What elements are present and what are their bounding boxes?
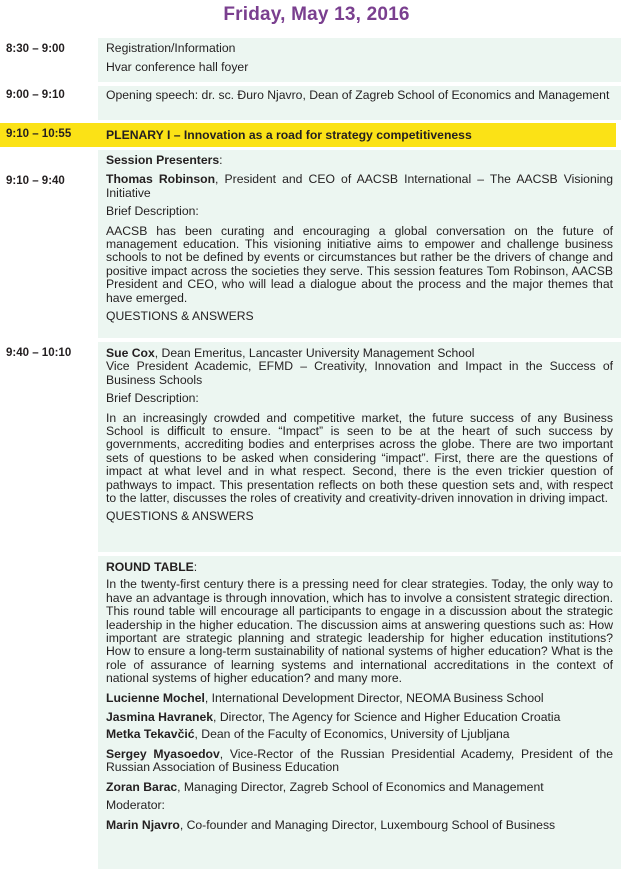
plenary-time: 9:10 – 10:55 — [6, 128, 72, 140]
plenary-title: PLENARY I – Innovation as a road for strategy competitiveness — [106, 128, 472, 142]
time-slot: 9:40 – 10:10 — [6, 347, 72, 359]
agenda-cell — [98, 38, 621, 82]
roundtable-heading: ROUND TABLE — [106, 560, 194, 574]
participant-role: , Vice-Rector of the Russian Presidential Academy, President of the Russian Association of Business Education — [106, 746, 614, 775]
participant-role: , Dean of the Faculty of Economics, University of Ljubljana — [194, 727, 510, 742]
session-talk-1: Session Presenters: Thomas Robinson, President and CEO of AACSB International – The AACSB Visioning Initiative Brief Description: AACSB has been curating and encouraging a global conversation on the future of management education. This visioning initiative aims to empower and challenge business schools to not be defined by events or circumstances but rather be the drivers of change and positive impact across the societies they serve. This session features Tom Robinson, AACSB President and CEO, who will lead a dialogue about the process and the major themes that have emerged. QUESTIONS & ANSWERS — [98, 150, 621, 338]
speaker-role: , Dean Emeritus, Lancaster University Management School — [154, 346, 475, 360]
participant-role: , Director, The Agency for Science and Higher Education Croatia — [213, 710, 561, 725]
qa-label: QUESTIONS & ANSWERS — [106, 309, 254, 324]
round-table: ROUND TABLE: In the twenty-first century there is a pressing need for clear strategies. Today, the only way to have an advantage is through innovation, which has to involve a consistent strategic direction. This round table will encourage all participants to engage in a discussion about the strategic leadership in the higher education. The discussion aims at answering questions such as: How important are strategic planning and strategic leadership for higher education institutions? How to ensure a long-term sustainability of national systems of higher education? What is the role of assurance of learning systems and international accreditations in the context of national systems of higher education? and many more. Lucienne Mochel, International Development Director, NEOMA Business School Jasmina Havranek, Director, The Agency for Science and Higher Education Croatia Metka Tekavčić, Dean of the Faculty of Economics, University of Ljubljana Sergey Myasoedov, Vice-Rector of the Russian Presidential Academy, President of the Russian Association of Business Education Zoran Barac, Managing Director, Zagreb School of Economics and Management Moderator: Marin Njavro, Co-founder and Managing Director, Luxembourg School of Business — [98, 556, 621, 869]
page-title: Friday, May 13, 2016 — [223, 4, 410, 25]
speaker-name: Thomas Robinson — [106, 172, 216, 187]
participant-name: Lucienne Mochel — [106, 690, 205, 705]
speaker-role: , President and CEO of AACSB International – The AACSB Visioning Initiative — [106, 172, 613, 200]
brief-label: Brief Description: — [106, 204, 199, 219]
agenda-line: Hvar conference hall foyer — [106, 60, 249, 75]
time-slot: 8:30 – 9:00 — [6, 43, 65, 55]
moderator-name: Marin Njavro — [106, 817, 180, 832]
brief-label: Brief Description: — [106, 391, 199, 406]
session-talk-2 — [98, 342, 621, 552]
agenda-cell — [98, 86, 621, 120]
participant-name: Metka Tekavčić — [106, 727, 195, 742]
speaker-name: Sue Cox — [106, 346, 155, 360]
roundtable-description: In the twenty-first century there is a pressing need for clear strategies. Today, the only way to have an advantage is through innovation, which has to involve a consistent strategic direction. This round table will encourage all participants to engage in a discussion about the strategic leadership in the higher education. The discussion aims at answering questions such as: How important are strategic planning and strategic leadership for higher education institutions? How to ensure a long-term sustainability of national systems of higher education? What is the role of assurance of learning systems and international accreditations in the context of national systems of higher education? and many more. — [106, 577, 613, 686]
plenary-bar — [0, 123, 616, 147]
speaker-role-2: Vice President Academic, EFMD – Creativity, Innovation and Impact in the Success of Business Schools — [106, 359, 613, 387]
session-heading: Session Presenters — [106, 153, 220, 167]
talk-description: AACSB has been curating and encouraging a global conversation on the future of management education. This visioning initiative aims to empower and challenge business schools to not be defined by events or circumstances but rather be the drivers of change and positive impact across the societies they serve. This session features Tom Robinson, AACSB President and CEO, who will lead a dialogue about the process and the major themes that have emerged. — [106, 223, 613, 305]
talk-description: In an increasingly crowded and competitive market, the future success of any Business School is difficult to ensure. “Impact” is seen to be at the heart of such success by governments, accrediting bodies and enterprises across the globe. There are two important sets of questions to be asked when considering “impact”. First, there are the questions of impact at what level and in what respect. Second, there is the even trickier question of pathways to impact. This presentation reflects on both these question sets and, with respect to the latter, discusses the roles of creativity and creativity-driven innovation in driving impact. — [106, 410, 613, 506]
participant-role: , Managing Director, Zagreb School of Economics and Management — [177, 779, 544, 794]
participant-name: Sergey Myasoedov — [106, 746, 220, 761]
moderator-role: , Co-founder and Managing Director, Luxembourg School of Business — [179, 817, 556, 832]
time-slot: 9:10 – 9:40 — [6, 175, 65, 187]
participant-name: Jasmina Havranek — [106, 710, 214, 725]
agenda-line: Registration/Information — [106, 41, 236, 55]
time-slot: 9:00 – 9:10 — [6, 89, 65, 101]
participant-role: , International Development Director, NEOMA Business School — [204, 690, 544, 705]
participant-name: Zoran Barac — [106, 779, 178, 794]
moderator-label: Moderator: — [106, 798, 165, 813]
agenda-text: Opening speech: dr. sc. Đuro Njavro, Dean of Zagreb School of Economics and Management — [106, 88, 610, 102]
qa-label: QUESTIONS & ANSWERS — [106, 509, 254, 524]
